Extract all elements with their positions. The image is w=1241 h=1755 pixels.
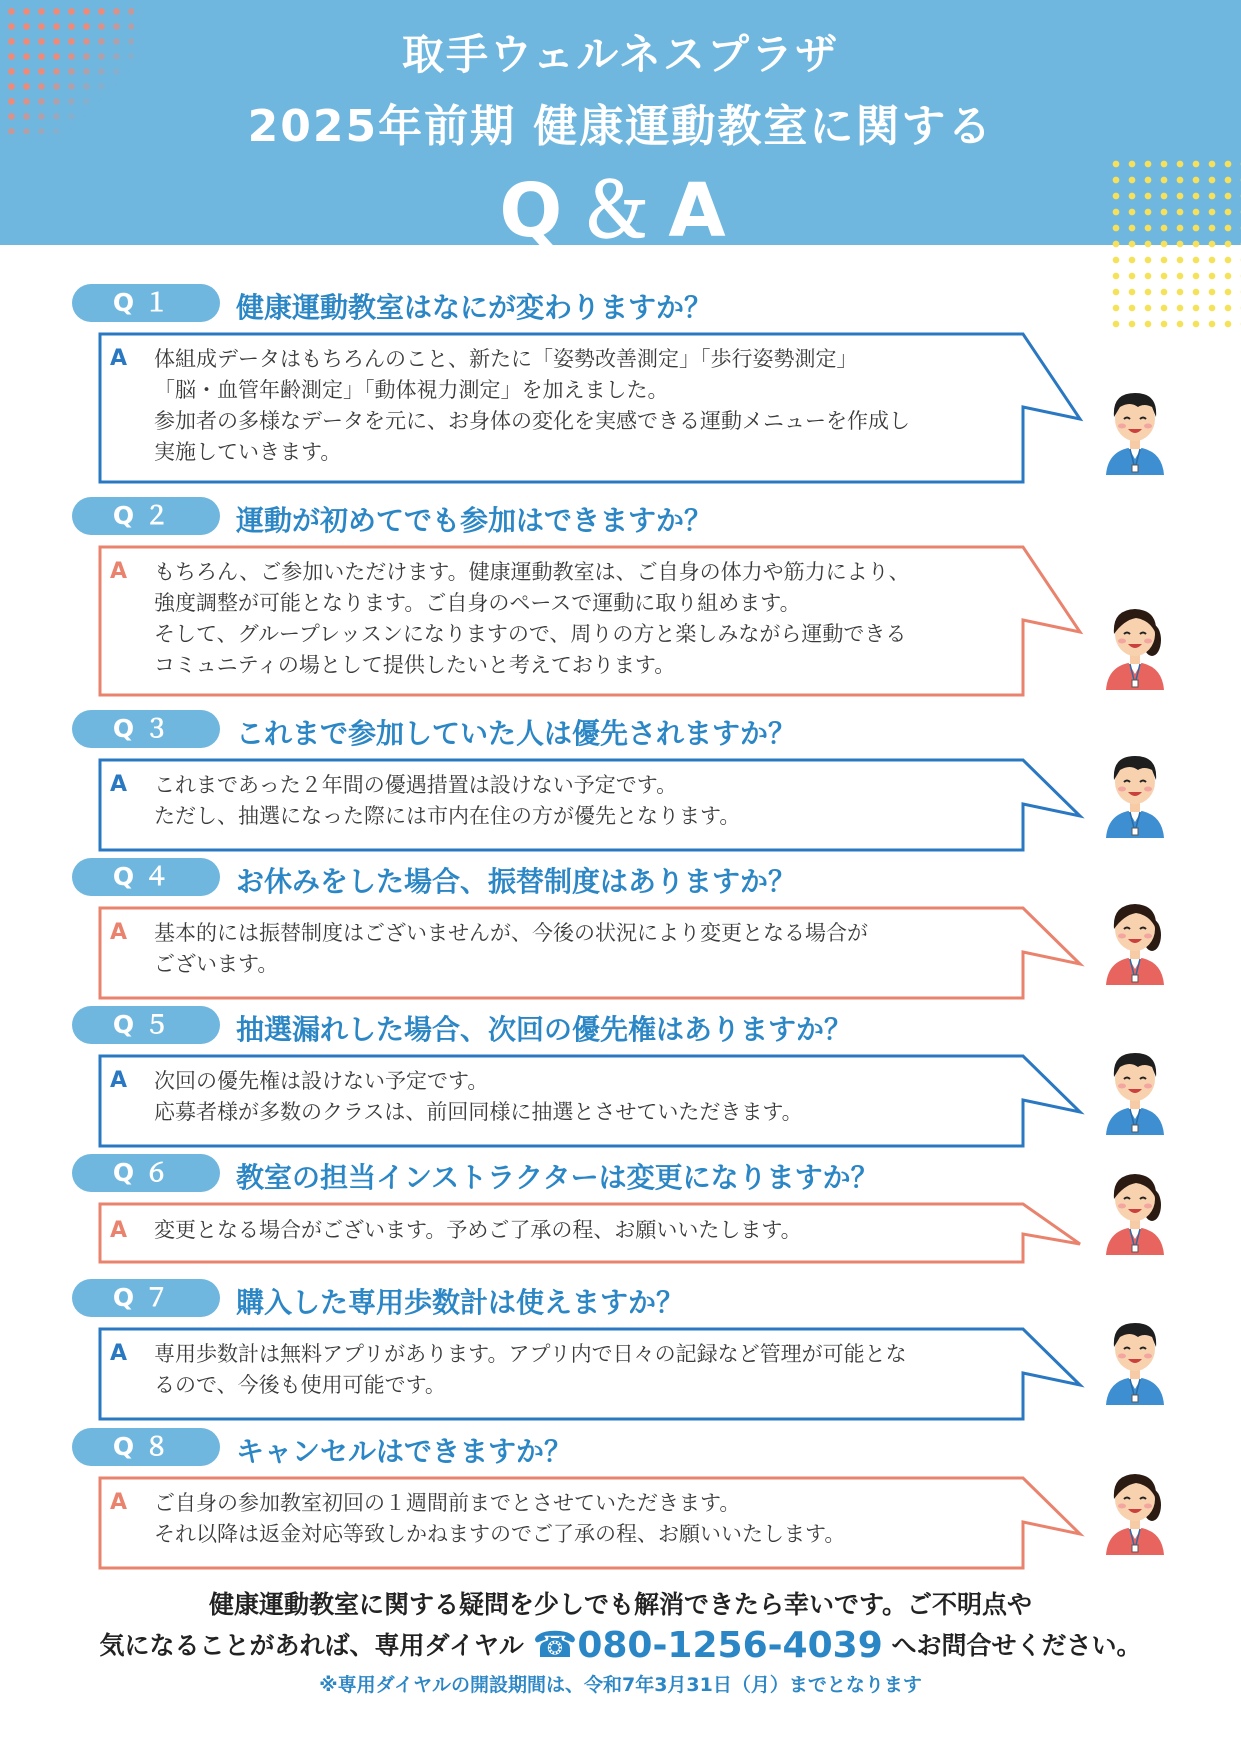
answer-label: A [110, 1218, 128, 1243]
answer-text [154, 557, 910, 681]
answer-text [154, 1066, 803, 1128]
question-number-badge: Q７ [72, 1279, 220, 1317]
answer-bubble [98, 1054, 1088, 1150]
footer-contact-text: 気になることがあれば、専用ダイヤル [99, 1631, 524, 1660]
answer-text [154, 770, 740, 832]
male-instructor-icon [1100, 1045, 1170, 1135]
answer-line: ただし、抽選になった際には市内在住の方が優先となります。 [154, 804, 741, 828]
question-text: 健康運動教室はなにが変わりますか？ [236, 291, 713, 324]
decorative-dots-yellow [1108, 156, 1241, 334]
female-instructor-icon [1100, 1465, 1170, 1555]
male-instructor-icon [1100, 748, 1170, 838]
answer-line: 変更となる場合がございます。予めご了承の程、お願いいたします。 [154, 1218, 802, 1242]
answer-text [154, 1339, 907, 1401]
question-number-badge: Q１ [72, 284, 220, 322]
answer-line: 参加者の多様なデータを元に、お身体の変化を実感できる運動メニューを作成し [154, 409, 910, 433]
header-banner [0, 0, 1241, 254]
answer-label: A [110, 1490, 128, 1515]
answer-label: A [110, 559, 128, 584]
answer-label: A [110, 920, 128, 945]
answer-label: A [110, 346, 128, 371]
phone-number[interactable] [532, 1625, 882, 1666]
answer-label: A [110, 1341, 128, 1366]
female-instructor-icon [1100, 1165, 1170, 1255]
answer-bubble [98, 1202, 1088, 1266]
answer-bubble [98, 906, 1088, 1002]
question-number-badge: Q４ [72, 858, 220, 896]
question-text: お休みをした場合、振替制度はありますか？ [236, 865, 797, 898]
question-text: 運動が初めてでも参加はできますか？ [236, 504, 713, 537]
answer-line: これまであった２年間の優遇措置は設けない予定です。 [154, 773, 678, 797]
male-instructor-icon [1100, 385, 1170, 475]
answer-line: 強度調整が可能となります。ご自身のペースで運動に取り組めます。 [154, 591, 801, 615]
qa-title: Q＆A [499, 168, 742, 254]
phone-digits: 080-1256-4039 [577, 1625, 883, 1666]
question-text: 抽選漏れした場合、次回の優先権はありますか？ [236, 1013, 853, 1046]
answer-line: 実施していきます。 [154, 440, 342, 464]
question-text: これまで参加していた人は優先されますか？ [236, 717, 797, 750]
answer-line: 体組成データはもちろんのこと、新たに「姿勢改善測定」「歩行姿勢測定」 [154, 347, 858, 371]
footer-contact [0, 1625, 1241, 1666]
answer-line: もちろん、ご参加いただけます。健康運動教室は、ご自身の体力や筋力により、 [154, 560, 910, 584]
question-text: キャンセルはできますか？ [236, 1435, 573, 1468]
answer-text [154, 344, 910, 468]
answer-bubble [98, 758, 1088, 854]
answer-label: A [110, 1068, 128, 1093]
answer-line: ご自身の参加教室初回の１週間前までとさせていただきます。 [154, 1491, 741, 1515]
answer-bubble [98, 332, 1088, 486]
answer-bubble [98, 1476, 1088, 1572]
question-text: 購入した専用歩数計は使えますか？ [236, 1286, 685, 1319]
male-instructor-icon [1100, 1315, 1170, 1405]
page-title: 2025年前期 健康運動教室に関する [247, 101, 994, 152]
facility-name: 取手ウェルネスプラザ [401, 30, 840, 79]
answer-line: 基本的には振替制度はございませんが、今後の状況により変更となる場合が [154, 921, 868, 945]
footer-note: ※専用ダイヤルの開設期間は、令和7年3月31日（月）までとなります [319, 1674, 922, 1696]
footer-message: 健康運動教室に関する疑問を少しでも解消できたら幸いです。ご不明点や [208, 1590, 1032, 1619]
answer-line: 応募者様が多数のクラスは、前回同様に抽選とさせていただきます。 [154, 1100, 803, 1124]
answer-label: A [110, 772, 128, 797]
footer-contact-suffix: へお問合せください。 [891, 1631, 1142, 1660]
question-number-badge: Q６ [72, 1154, 220, 1192]
female-instructor-icon [1100, 600, 1170, 690]
answer-bubble [98, 545, 1088, 699]
answer-line: ございます。 [154, 952, 279, 976]
answer-line: 「脳・血管年齢測定」「動体視力測定」を加えました。 [154, 378, 669, 402]
answer-line: るので、今後も使用可能です。 [154, 1373, 446, 1397]
answer-line: それ以降は返金対応等致しかねますのでご了承の程、お願いいたします。 [154, 1522, 846, 1546]
question-text: 教室の担当インストラクターは変更になりますか？ [236, 1161, 879, 1194]
question-number-badge: Q２ [72, 497, 220, 535]
phone-icon: ☎ [532, 1625, 578, 1666]
question-number-badge: Q３ [72, 710, 220, 748]
question-number-badge: Q８ [72, 1428, 220, 1466]
question-number-badge: Q５ [72, 1006, 220, 1044]
answer-text [154, 918, 868, 980]
answer-line: 次回の優先権は設けない予定です。 [154, 1069, 489, 1093]
answer-line: そして、グループレッスンになりますので、周りの方と楽しみながら運動できる [154, 622, 907, 646]
answer-bubble [98, 1327, 1088, 1423]
answer-text [154, 1488, 845, 1550]
answer-line: コミュニティの場として提供したいと考えております。 [154, 653, 676, 677]
female-instructor-icon [1100, 895, 1170, 985]
answer-line: 専用歩数計は無料アプリがあります。アプリ内で日々の記録など管理が可能とな [154, 1342, 907, 1366]
answer-text [154, 1215, 802, 1246]
